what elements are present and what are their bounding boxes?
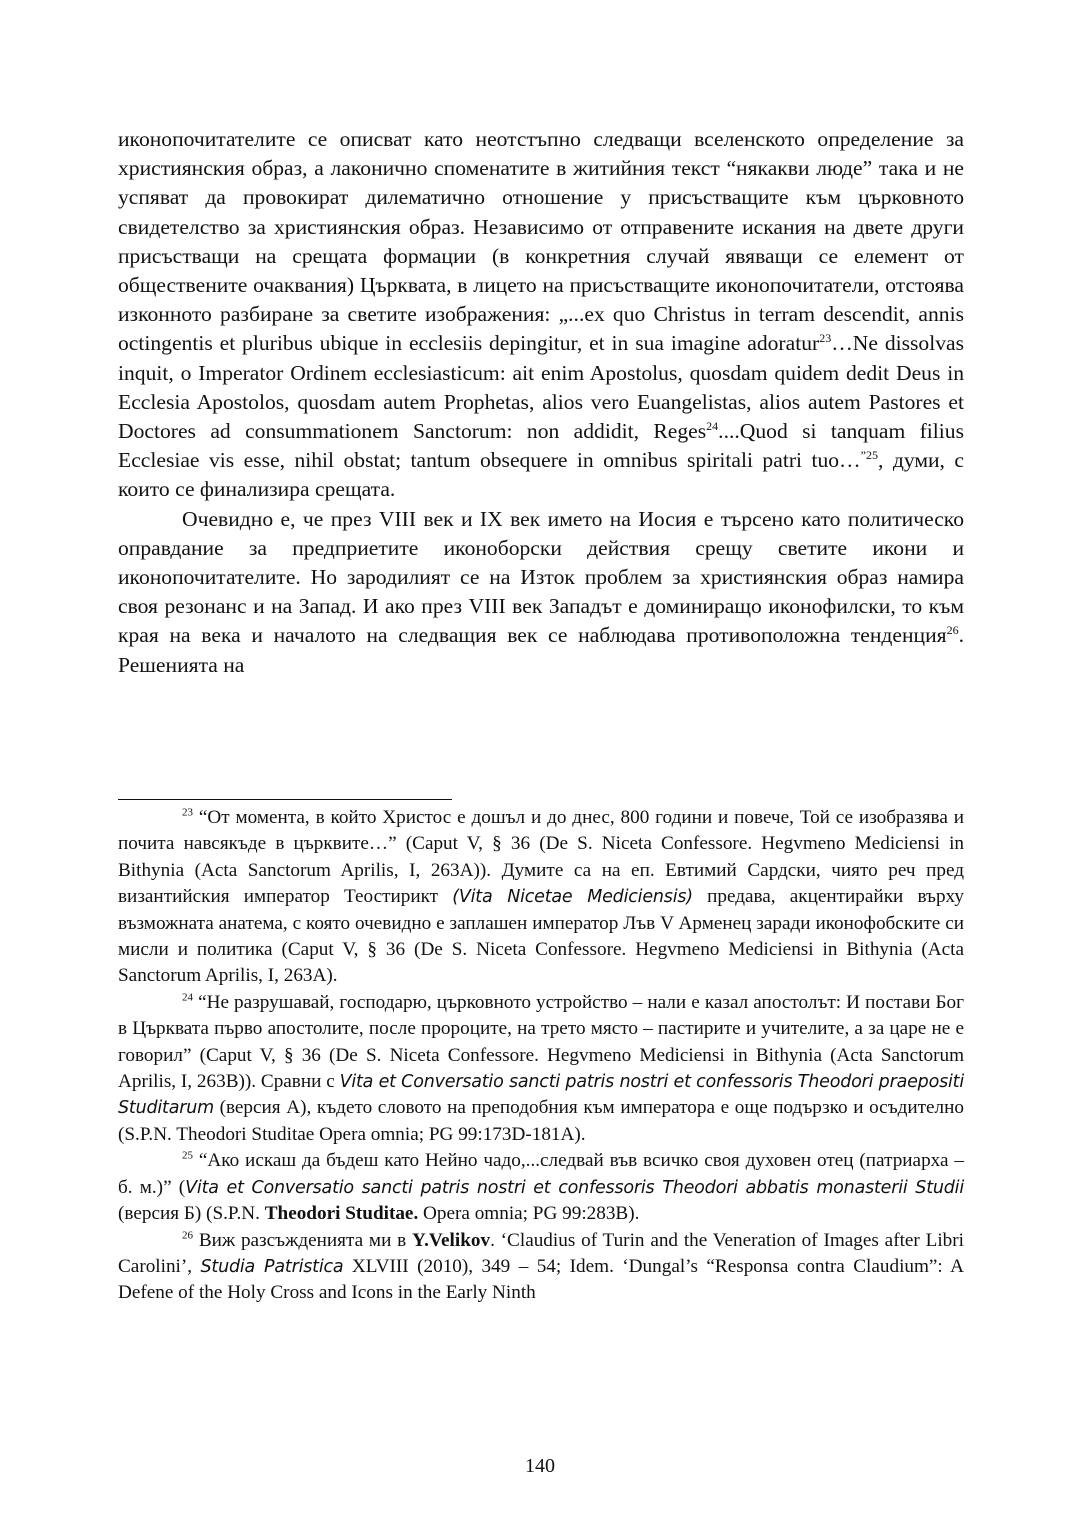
footnote-ref-25[interactable]: ”25 <box>860 448 878 463</box>
text-run: ....Quod si tanquam filius Ecclesiae vis esse, nihil obstat; tantum obsequere in omnibus spiritali patri tuo… <box>118 419 965 473</box>
footnotes <box>118 805 964 1307</box>
bold-author: Y.Velikov <box>412 1229 491 1251</box>
footnote-ref-26[interactable]: 26 <box>946 623 959 638</box>
text-run: “Не разрушавай, господарю, църковното устройство – нали е казал апостолът: И постави Бог в Църквата първо апостолите, после пророците, на трето място – пастирите и учителите, а за царе не е говорил” (Caput V, § 36 (De S. Niceta Confessore. Hegvmeno Mediciensi in Bithynia (Acta Sanctorum Aprilis, I, 263B)). Сравни с <box>118 991 964 1093</box>
paragraph-2 <box>118 505 964 680</box>
text-run: , думи, с които се финализира срещата. <box>118 448 964 502</box>
text-run: (версия А), където словото на преподобния към императора е още подързко и осъдително (S.P.N. Theodori Studitae Opera omnia; PG 99:173D-181A). <box>118 1097 964 1145</box>
text-run: XLVIII (2010), 349 – 54; Idem. ‘Dungal’s “Responsa contra Claudium”: A Defene of the Holy Cross and Icons in the Early Ninth <box>118 1255 964 1304</box>
text-run: (версия Б) (S.P.N. <box>118 1203 265 1225</box>
text-run: иконопочитателите се описват като неотстъпно следващи вселенското определение за християнския образ, а лаконично споменатите в житийния текст “някакви люде” така и не успяват да провокират дилематично отношение у присъстващите към църковното свидетелство за християнския образ. Независимо от отправените искания на двете други присъстващи на срещата формации (в конкретния случай явяващи се елемент от обществените очаквания) Църквата, в лицето на присъстващите иконопочитатели, отстоява изконното разбиране за светите изображения: „...ex quo Christus in terram descendit, annis octingentis et pluribus ubique in ecclesiis depingitur, et in sua imagine adoratur <box>118 127 964 356</box>
text-run: “От момента, в който Христос е дошъл и до днес, 800 години и повече, Той се изобразява и почита навсякъде в църквите…” (Caput V, § 36 (De S. Niceta Confessore. Hegvmeno Mediciensi in Bithynia (Acta Sanctorum Aprilis, I, 263A)). Думите са на еп. Евтимий Сардски, чиято реч пред византийския император Теостирикт <box>118 807 964 908</box>
paragraph-1 <box>118 125 964 505</box>
footnote-25 <box>118 1148 964 1227</box>
footnote-26 <box>118 1228 964 1307</box>
footnote-ref-23[interactable]: 23 <box>819 331 832 346</box>
italic-title: Vita et Conversatio sancti patris nostri et confessoris Theodori praepositi Studitarum <box>118 1072 964 1119</box>
footnote-number: 24 <box>182 991 193 1004</box>
text-run: предава, акцентирайки върху възможната анатема, с която очевидно е заплашен император Лъв V Арменец заради иконофобските си мисли и политика (Caput V, § 36 (De S. Niceta Confessore. Hegvmeno Mediciensi in Bithynia (Acta Sanctorum Aprilis, I, 263A). <box>118 886 964 987</box>
text-run: . Решенията на <box>118 623 964 677</box>
footnote-23 <box>118 805 964 990</box>
footnote-number: 25 <box>182 1149 193 1162</box>
bold-author: Theodori Studitae. <box>264 1203 419 1225</box>
footnote-24 <box>118 990 964 1148</box>
footnote-number: 23 <box>182 806 193 819</box>
text-run: . ‘Claudius of Turin and the Veneration of Images after Libri Carolini’, <box>118 1229 964 1277</box>
text-run: …Ne dissolvas inquit, o Imperator Ordinem ecclesiasticum: ait enim Apostolus, quosdam quidem dedit Deus in Ecclesia Apostolos, quosdam autem Prophetas, alios vero Euangelistas, alios autem Pastores et Doctores ad consummationem Sanctorum: non addidit, Reges <box>118 331 964 444</box>
text-run: Очевидно е, че през VIII век и IX век името на Иосия е търсено като политическо оправдание за предприетите иконоборски действия срещу светите икони и иконопочитателите. Но зародилият се на Изток проблем за християнския образ намира своя резонанс и на Запад. И ако през VIII век Западът е доминиращо иконофилски, то към края на века и началото на следващия век се наблюдава противоположна тенденция <box>118 506 964 648</box>
italic-title: Studia Patristica <box>200 1256 344 1277</box>
footnote-separator <box>118 799 452 800</box>
text-run: Виж разсъжденията ми в <box>193 1229 413 1251</box>
page-number: 140 <box>525 1455 555 1477</box>
text-run: Opera omnia; PG 99:283B). <box>418 1203 640 1225</box>
footnote-ref-24[interactable]: 24 <box>706 418 719 433</box>
main-text <box>118 125 964 680</box>
footnote-number: 26 <box>182 1229 193 1242</box>
italic-title: Vita et Conversatio sancti patris nostri et confessoris Theodori abbatis monasterii Studii <box>185 1177 964 1198</box>
text-run: “Ако искаш да бъдеш като Нейно чадо,...следвай във всичко своя духовен отец (патриарха – б. м.)” ( <box>118 1150 964 1198</box>
italic-title: (Vita Nicetae Mediciensis) <box>452 887 693 908</box>
